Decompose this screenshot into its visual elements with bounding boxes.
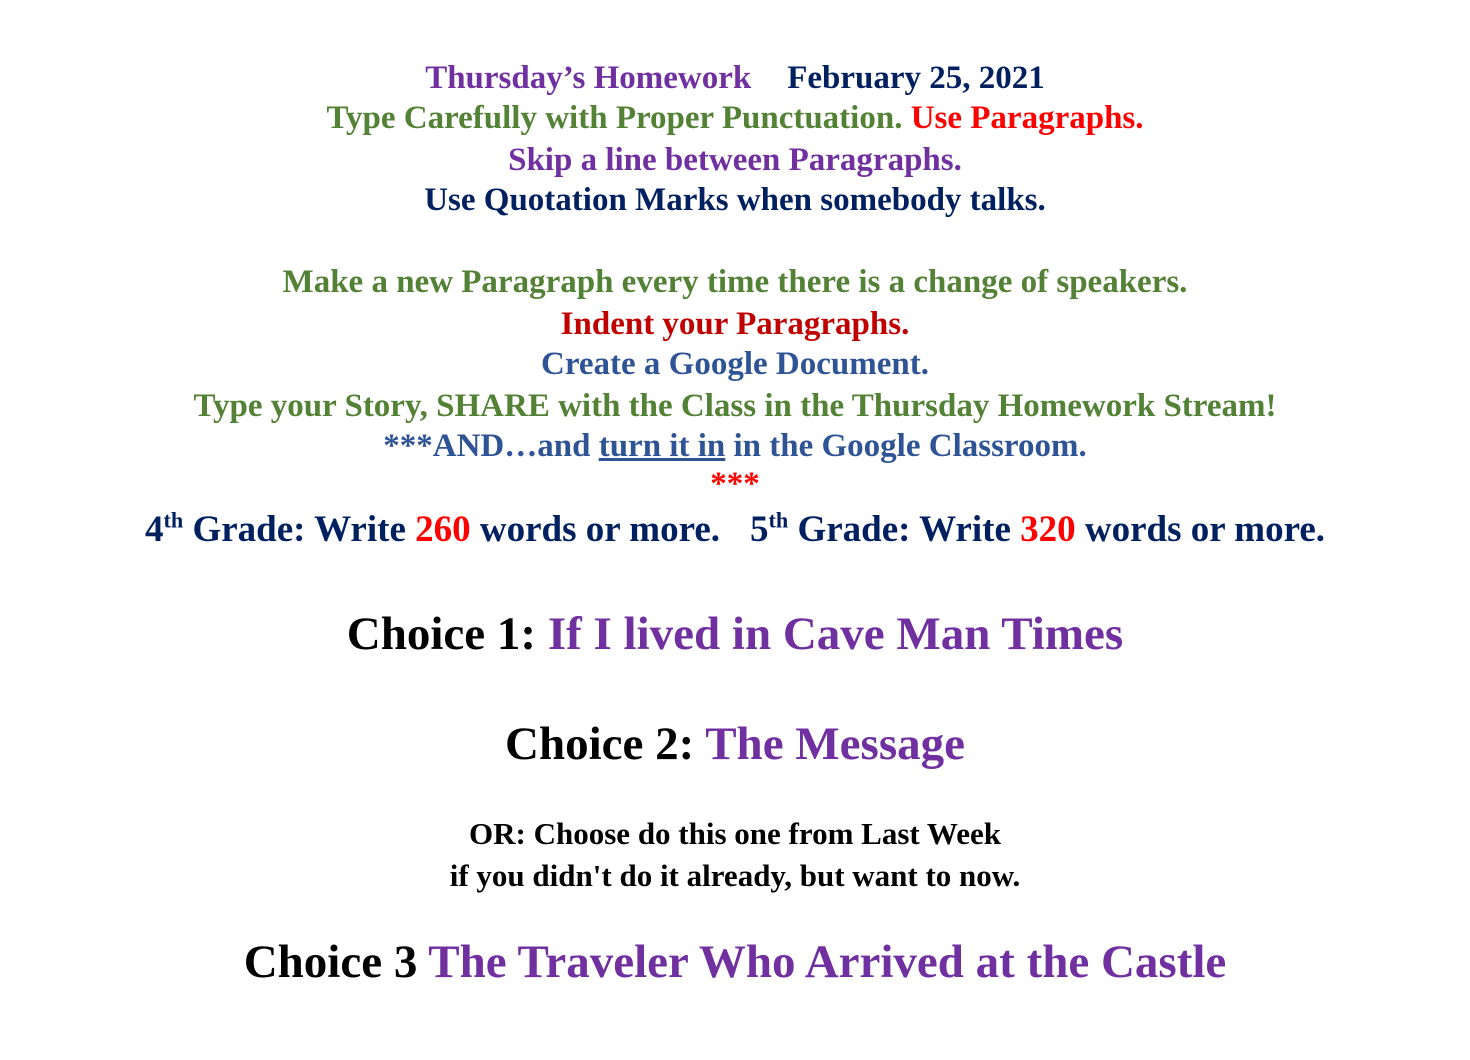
choice-3-label: Choice 3	[243, 936, 429, 988]
instruction-line-punctuation	[0, 98, 1470, 138]
and-suffix-text: in the Google Classroom.	[725, 428, 1087, 464]
choice-1-label: Choice 1:	[346, 608, 548, 660]
or-note-line-1: OR: Choose do this one from Last Week	[469, 816, 1001, 851]
homework-title: Thursday’s Homework	[425, 60, 752, 96]
choice-1	[0, 606, 1470, 662]
grade5-word-count: 320	[1020, 509, 1076, 550]
word-count-line	[0, 508, 1470, 552]
type-carefully-text: Type Carefully with Proper Punctuation.	[326, 100, 903, 136]
choice-3-title: The Traveler Who Arrived at the Castle	[428, 936, 1227, 988]
turn-in-line	[0, 426, 1470, 466]
and-prefix-text: ***AND…and	[383, 428, 599, 464]
grade4-word-count: 260	[415, 509, 471, 550]
or-note-line-2: if you didn't do it already, but want to now.	[449, 858, 1021, 893]
choice-3	[0, 934, 1470, 990]
quotation-marks-text: Use Quotation Marks when somebody talks.	[424, 182, 1046, 218]
choice-2-label: Choice 2:	[505, 718, 706, 770]
new-paragraph-text: Make a new Paragraph every time there is a change of speakers.	[282, 264, 1188, 300]
indent-text: Indent your Paragraphs.	[560, 306, 910, 342]
skip-line-text: Skip a line between Paragraphs.	[508, 142, 962, 178]
grade4-text: 4th Grade: Write 260 words or more.	[145, 507, 720, 550]
type-story-text: Type your Story, SHARE with the Class in the Thursday Homework Stream!	[193, 388, 1277, 424]
homework-date: February 25, 2021	[787, 60, 1045, 96]
use-paragraphs-text: Use Paragraphs.	[910, 100, 1144, 136]
create-doc-text: Create a Google Document.	[541, 346, 929, 382]
choice-2	[0, 716, 1470, 772]
choice-1-title: If I lived in Cave Man Times	[547, 608, 1124, 660]
grade5-text: 5th Grade: Write 320 words or more.	[750, 507, 1325, 550]
turn-it-in-text: turn it in	[598, 428, 726, 464]
choice-2-title: The Message	[705, 718, 965, 770]
header-line	[0, 58, 1470, 98]
stars-text: ***	[710, 466, 760, 502]
